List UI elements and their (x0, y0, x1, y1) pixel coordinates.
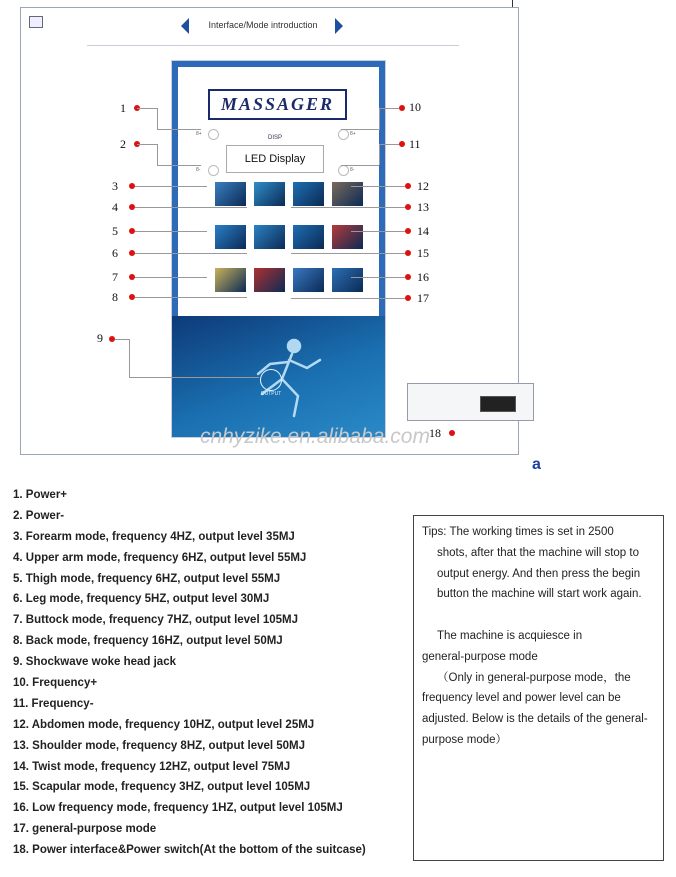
frequency-plus-knob[interactable] (338, 129, 349, 140)
knob-label: 8+ (350, 131, 356, 137)
callout-number: 3 (112, 179, 118, 193)
watermark: cnhyzike.en.alibaba.com (200, 425, 430, 448)
legend-item: 5. Thigh mode, frequency 6HZ, output level 55MJ (13, 572, 281, 585)
callout-line (157, 108, 158, 130)
callout-dot (405, 183, 411, 189)
callout-dot (405, 295, 411, 301)
power-switch[interactable] (480, 396, 516, 412)
previous-arrow-icon[interactable] (181, 18, 189, 34)
output-jack[interactable] (260, 369, 282, 391)
callout-dot (399, 141, 405, 147)
callout-line (115, 339, 129, 340)
mode-tile-scapular[interactable] (331, 224, 364, 250)
legend-item: 16. Low frequency mode, frequency 1HZ, output level 105MJ (13, 802, 343, 815)
callout-number: 6 (112, 246, 118, 260)
callout-line (135, 253, 247, 254)
callout-line (351, 186, 405, 187)
legend-item: 18. Power interface&Power switch(At the bottom of the suitcase) (13, 844, 366, 857)
legend-item: 10. Frequency+ (13, 677, 98, 690)
power-minus-knob[interactable] (208, 165, 219, 176)
legend-item: 8. Back mode, frequency 16HZ, output level 50MJ (13, 635, 283, 648)
tips-line: general-purpose mode (422, 650, 538, 663)
interface-diagram (20, 7, 519, 455)
tips-line: The machine is acquiesce in (437, 629, 583, 642)
output-label: OUTPUT (260, 391, 282, 397)
mode-tile-forearm[interactable] (214, 181, 247, 207)
callout-line (341, 129, 379, 130)
mode-tile-twist[interactable] (292, 224, 325, 250)
mode-tile-leg[interactable] (253, 224, 286, 250)
callout-line (157, 144, 158, 165)
callout-number: 4 (112, 200, 118, 214)
callout-line (351, 277, 405, 278)
knob-label: 8+ (196, 131, 202, 137)
led-display: LED Display (226, 145, 324, 173)
nav-title: Interface/Mode introduction (208, 20, 318, 30)
callout-dot (449, 430, 455, 436)
legend-list (13, 489, 413, 865)
mode-tile-abdomen[interactable] (292, 181, 325, 207)
callout-number: 1 (120, 101, 126, 115)
callout-line (129, 339, 130, 377)
legend-item: 4. Upper arm mode, frequency 6HZ, output level 55MJ (13, 551, 307, 564)
mode-tile-upper-arm[interactable] (253, 181, 286, 207)
callout-line (135, 186, 207, 187)
callout-number: 2 (120, 137, 126, 151)
callout-line (341, 165, 379, 166)
tips-paragraph: frequency level and power level can be adjusted. Below is the details of the general-purpose mode） (422, 692, 648, 746)
callout-line (379, 144, 399, 145)
next-arrow-icon[interactable] (335, 18, 343, 34)
legend-item: 6. Leg mode, frequency 5HZ, output level 30MJ (13, 593, 270, 606)
callout-dot (399, 105, 405, 111)
callout-line (135, 277, 207, 278)
tips-paragraph: shots, after that the machine will stop to output energy. And then press the begin button the machine will start work again. (437, 546, 642, 601)
legend-item: 17. general-purpose mode (13, 823, 157, 836)
callout-line (137, 144, 157, 145)
legend-item: 9. Shockwave woke head jack (13, 656, 176, 669)
divider (87, 45, 459, 46)
callout-line (135, 207, 247, 208)
callout-line (137, 108, 157, 109)
mode-tile-low-frequency[interactable] (292, 267, 325, 293)
legend-item: 15. Scapular mode, frequency 3HZ, output level 105MJ (13, 781, 311, 794)
callout-dot (405, 274, 411, 280)
callout-number: 18 (429, 426, 441, 440)
callout-number: 15 (417, 246, 429, 260)
mode-tile-back[interactable] (253, 267, 286, 293)
tips-line: （Only in general-purpose mode，the (437, 671, 631, 684)
mode-tile-shoulder[interactable] (331, 181, 364, 207)
callout-number: 9 (97, 331, 103, 345)
tips-spacer (422, 605, 655, 626)
callout-line (291, 253, 405, 254)
callout-number: 16 (417, 270, 429, 284)
disp-label: DISP (267, 135, 282, 141)
callout-line (135, 231, 207, 232)
callout-number: 8 (112, 290, 118, 304)
power-plus-knob[interactable] (208, 129, 219, 140)
mode-tile-buttock[interactable] (214, 267, 247, 293)
suitcase-illustration (407, 383, 534, 421)
callout-number: 11 (409, 137, 421, 151)
frequency-minus-knob[interactable] (338, 165, 349, 176)
callout-number: 5 (112, 224, 118, 238)
legend-item: 7. Buttock mode, frequency 7HZ, output level 105MJ (13, 614, 299, 627)
knob-label: 8- (350, 167, 355, 173)
legend-item: 3. Forearm mode, frequency 4HZ, output level 35MJ (13, 530, 295, 543)
legend-item: 14. Twist mode, frequency 12HZ, output level 75MJ (13, 760, 291, 773)
brand-logo: MASSAGER (208, 89, 347, 120)
massager-device (171, 60, 386, 438)
legend-item: 2. Power- (13, 509, 65, 522)
callout-dot (405, 250, 411, 256)
callout-dot (405, 228, 411, 234)
legend-item: 1. Power+ (13, 489, 68, 501)
figure-label: a (532, 456, 541, 473)
callout-line (291, 207, 405, 208)
runner-illustration (232, 334, 332, 424)
tips-line: Tips: The working times is set in 2500 (422, 526, 614, 538)
callout-line (291, 298, 405, 299)
callout-line (379, 108, 399, 109)
callout-number: 10 (409, 100, 421, 114)
callout-line (135, 297, 247, 298)
legend-item: 12. Abdomen mode, frequency 10HZ, output level 25MJ (13, 718, 315, 731)
callout-line (129, 377, 259, 378)
mode-tile-general-purpose[interactable] (331, 267, 364, 293)
callout-line (379, 144, 380, 165)
callout-number: 7 (112, 270, 118, 284)
callout-line (157, 165, 201, 166)
legend-item: 11. Frequency- (13, 697, 94, 710)
callout-line (379, 108, 380, 130)
knob-label: 8- (196, 167, 201, 173)
callout-number: 13 (417, 200, 429, 214)
callout-line (157, 129, 201, 130)
callout-number: 12 (417, 179, 429, 193)
tips-box (413, 515, 664, 861)
callout-line (351, 231, 405, 232)
callout-number: 14 (417, 224, 429, 238)
image-icon (29, 16, 43, 28)
callout-number: 17 (417, 291, 429, 305)
legend-item: 13. Shoulder mode, frequency 8HZ, output level 50MJ (13, 739, 306, 752)
callout-dot (405, 204, 411, 210)
mode-tile-thigh[interactable] (214, 224, 247, 250)
